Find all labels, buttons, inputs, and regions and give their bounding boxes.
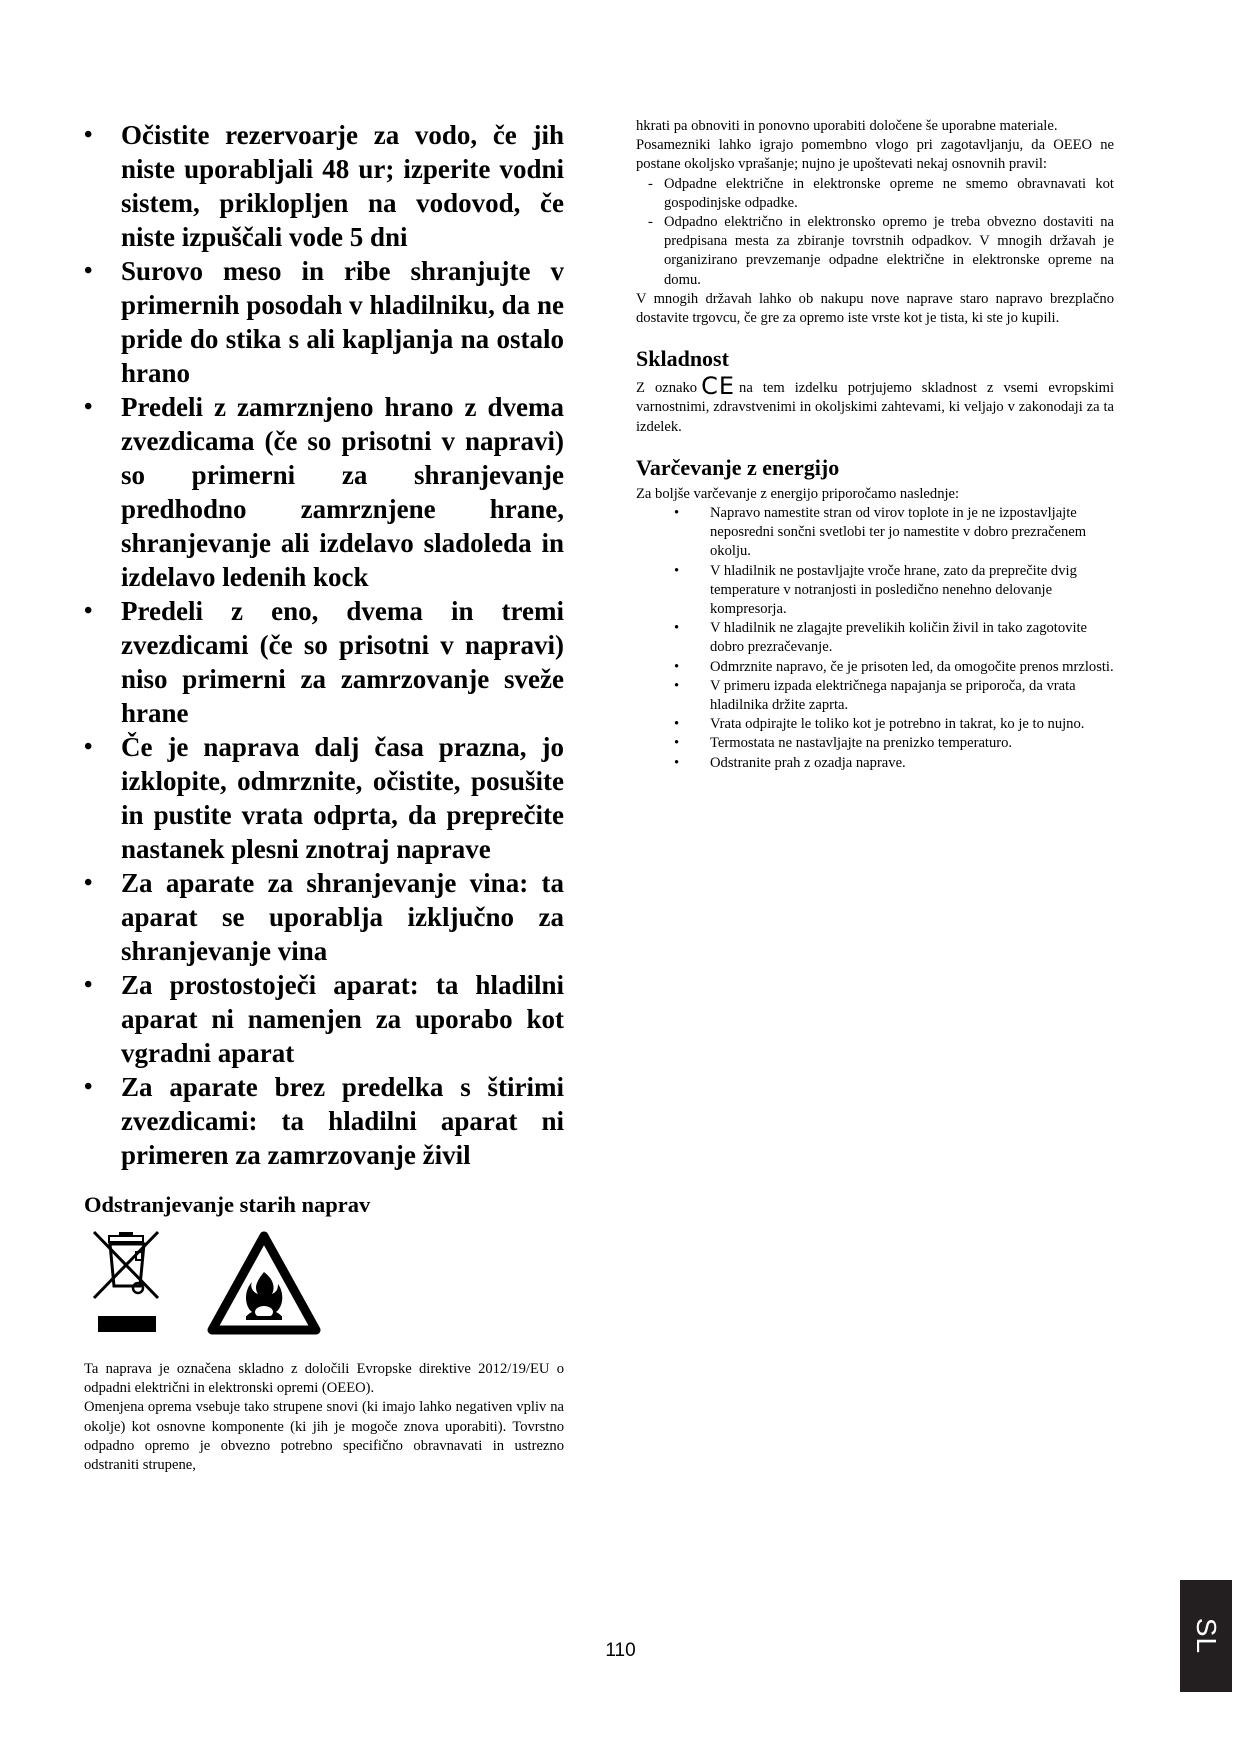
dash: - — [648, 175, 653, 192]
list-item: • Za prostostoječi aparat: ta hladilni aparat ni namenjen za uporabo kot vgradni aparat — [84, 970, 564, 1068]
retailer-paragraph: V mnogih državah lahko ob nakupu nove naprave staro napravo brezplačno dostavite trgovcu, če gre za opremo iste vrste kot je tista, ki ste jo kupili. — [636, 290, 1114, 327]
language-tab — [1180, 1580, 1232, 1692]
bullet: • — [674, 658, 680, 675]
bullet: • — [674, 677, 680, 694]
list-item: - Odpadne električne in elektronske opreme ne smemo obravnavati kot gospodinjske odpadke. — [648, 175, 1114, 211]
continuation-paragraph: hkrati pa obnoviti in ponovno uporabiti določene še uporabne materiale. — [636, 118, 1058, 134]
list-item: • Vrata odpirajte le toliko kot je potrebno in takrat, ko je to nujno. — [636, 715, 1114, 734]
list-item: • Za aparate za shranjevanje vina: ta aparat se uporablja izključno za shranjevanje vina — [84, 868, 564, 966]
ce-mark-icon: CE — [701, 372, 736, 401]
individuals-paragraph: Posamezniki lahko igrajo pomembno vlogo pri zagotavljanju, da OEEO ne postane okoljsko vprašanje; nujno je upoštevati nekaj osnovnih pravil: — [636, 137, 1114, 173]
list-item: • Napravo namestite stran od virov toplote in je ne izpostavljajte neposredni sončni svetlobi ter jo namestite v dobro prezračenem okolju. — [674, 505, 1087, 560]
weee-crossed-bin-icon — [92, 1228, 162, 1336]
disposal-icons — [84, 1228, 564, 1346]
list-item: • Odmrznite napravo, če je prisoten led, da omogočite prenos mrzlosti. — [636, 658, 1114, 677]
list-item: • Surovo meso in ribe shranjujte v primernih posodah v hladilniku, da ne pride do stika s ali kapljanja na ostalo hrano — [84, 256, 564, 388]
weee-directive-paragraph: Ta naprava je označena skladno z določili Evropske direktive 2012/19/EU o odpadni električni in elektronski opremi (OEEO). — [84, 1361, 564, 1397]
bullet: • — [674, 562, 680, 579]
bullet: • — [84, 1074, 93, 1100]
list-item: • V hladilnik ne zlagajte prevelikih količin živil in tako zagotovite dobro prezračevanje. — [674, 620, 1088, 656]
bullet: • — [84, 258, 93, 284]
bullet: • — [84, 870, 93, 896]
list-item: • V hladilnik ne postavljajte vroče hrane, zato da preprečite dvig temperature v notranjosti in posledično nenehno delovanje kompresorja. — [674, 562, 1077, 618]
conformity-paragraph: Z oznako CE na tem izdelku potrjujemo skladnost z vsemi evropskimi varnostnimi, zdravstvenimi in okoljskimi zahtevami, ki veljajo v zakonodaji za ta izdelek. — [636, 372, 1114, 435]
list-item: • Termostata ne nastavljajte na prenizko temperaturo. — [636, 734, 1114, 753]
list-item: • V primeru izpada električnega napajanja se priporoča, da vrata hladilnika držite zaprta. — [674, 677, 1076, 714]
conformity-heading: Skladnost — [636, 346, 729, 372]
bullet: • — [84, 394, 93, 420]
bullet: • — [674, 716, 680, 733]
hazardous-substances-paragraph: Omenjena oprema vsebuje tako strupene snovi (ki imajo lahko negativen vpliv na okolje) kot osnovne komponente (ki jih je mogoče znova uporabiti). Tovrstno odpadno opremo je obvezno potrebno specifično obravnavati in ustrezno odstraniti strupene, — [84, 1399, 564, 1474]
list-item: - Odpadno električno in elektronsko opremo je treba obvezno dostaviti na predpisana mesta za zbiranje tovrstnih odpadkov. V mnogih državah je organizirano prevzemanje odpadne električne in elektronske opreme na domu. — [648, 214, 1114, 288]
energy-heading: Varčevanje z energijo — [636, 454, 840, 480]
dash: - — [648, 214, 653, 231]
bullet: • — [674, 620, 680, 637]
usage-tips-list — [84, 118, 564, 1172]
bullet: • — [84, 734, 93, 760]
language-tab-label: SL — [1191, 1617, 1222, 1655]
bullet: • — [84, 598, 93, 624]
list-item: • Če je naprava dalj časa prazna, jo izklopite, odmrznite, očistite, posušite in pustite vrata odprta, da preprečite nastanek plesni znotraj naprave — [84, 732, 564, 864]
flammable-warning-icon — [206, 1230, 322, 1338]
energy-intro: Za boljše varčevanje z energijo priporočamo naslednje: — [636, 485, 960, 502]
list-item: • Za aparate brez predelka s štirimi zvezdicami: ta hladilni aparat ni primeren za zamrzovanje živil — [84, 1072, 564, 1170]
list-item: • Predeli z eno, dvema in tremi zvezdicami (če so prisotni v napravi) niso primerni za zamrzovanje sveže hrane — [84, 596, 564, 728]
list-item: • Očistite rezervoarje za vodo, če jih niste uporabljali 48 ur; izperite vodni sistem, priklopljen na vodovod, če niste izpuščali vode 5 dni — [84, 120, 564, 252]
left-column — [84, 118, 564, 1475]
bullet: • — [84, 122, 93, 148]
energy-tips-list — [636, 504, 1114, 773]
disposal-rules-list — [636, 175, 1114, 290]
bullet: • — [84, 972, 93, 998]
list-item: • Predeli z zamrznjeno hrano z dvema zvezdicama (če so prisotni v napravi) so primerni za shranjevanje predhodno zamrznjene hrane, shranjevanje ali izdelavo sladoleda in izdelavo ledenih kock — [84, 392, 564, 592]
disposal-heading: Odstranjevanje starih naprav — [84, 1192, 371, 1217]
right-column — [636, 117, 1114, 773]
list-item: • Odstranite prah z ozadja naprave. — [636, 754, 1114, 773]
bullet: • — [674, 505, 680, 522]
page-number: 110 — [605, 1640, 636, 1661]
bullet: • — [674, 754, 680, 771]
bullet: • — [674, 735, 680, 752]
